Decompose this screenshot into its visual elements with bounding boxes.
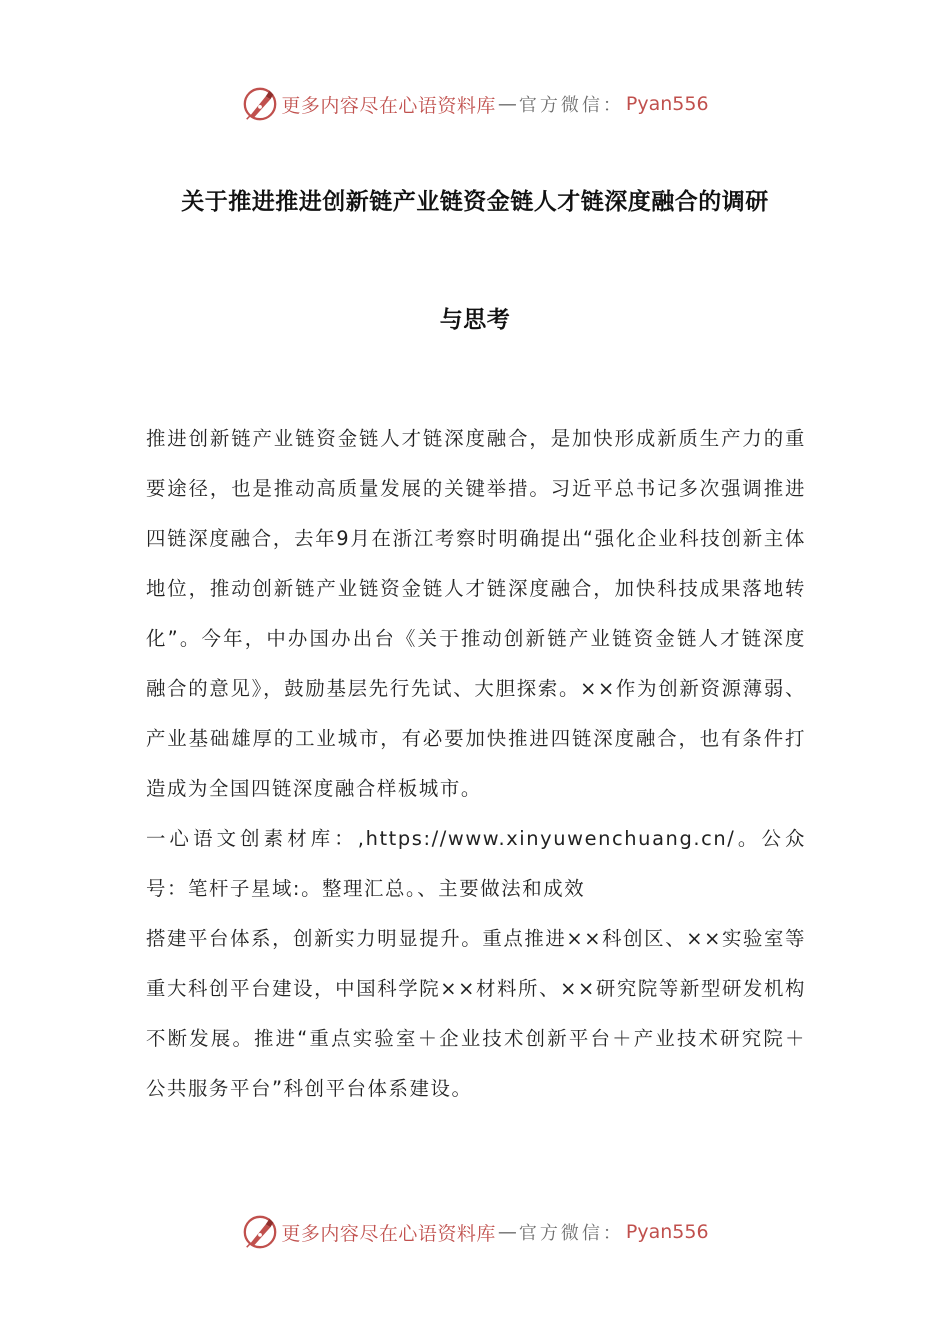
banner-dash: — xyxy=(497,93,517,115)
pen-nib-logo-icon xyxy=(241,85,279,123)
body-paragraph-1: 推进创新链产业链资金链人才链深度融合，是加快形成新质生产力的重要途径，也是推动高质量发展的关键举措。习近平总书记多次强调推进四链深度融合，去年9月在浙江考察时明确提出“强化企业科技创新主体地位，推动创新链产业链资金链人才链深度融合，加快科技成果落地转化”。今年，中办国办出台《关于推动创新链产业链资金链人才链深度融合的意见》，鼓励基层先行先试、大胆探索。××作为创新资源薄弱、产业基础雄厚的工业城市，有必要加快推进四链深度融合，也有条件打造成为全国四链深度融合样板城市。 xyxy=(146,427,806,800)
document-title-line-2: 与思考 xyxy=(439,307,511,333)
banner-wechat-id: Pyan556 xyxy=(625,93,709,115)
footer-banner xyxy=(0,1212,950,1252)
banner-sub-text: 官方微信： xyxy=(518,95,624,116)
footer-banner-dash: — xyxy=(497,1221,517,1243)
banner-main-text: 更多内容尽在心语资料库 xyxy=(281,94,496,117)
header-banner xyxy=(0,84,950,124)
footer-banner-main-text: 更多内容尽在心语资料库 xyxy=(281,1222,496,1245)
document-body xyxy=(146,414,806,1114)
pen-nib-logo-icon xyxy=(241,1213,279,1251)
document-title-line-1: 关于推进推进创新链产业链资金链人才链深度融合的调研 xyxy=(181,189,769,215)
body-paragraph-3: 搭建平台体系，创新实力明显提升。重点推进××科创区、××实验室等重大科创平台建设，中国科学院××材料所、××研究院等新型研发机构不断发展。推进“重点实验室＋企业技术创新平台＋产业技术研究院＋公共服务平台”科创平台体系建设。 xyxy=(146,927,806,1100)
footer-banner-wechat-id: Pyan556 xyxy=(625,1221,709,1243)
footer-banner-sub-text: 官方微信： xyxy=(518,1223,624,1244)
body-paragraph-2: 一心语文创素材库：,https://www.xinyuwenchuang.cn/。公众号：笔杆子星域:。整理汇总。、主要做法和成效 xyxy=(146,827,806,900)
